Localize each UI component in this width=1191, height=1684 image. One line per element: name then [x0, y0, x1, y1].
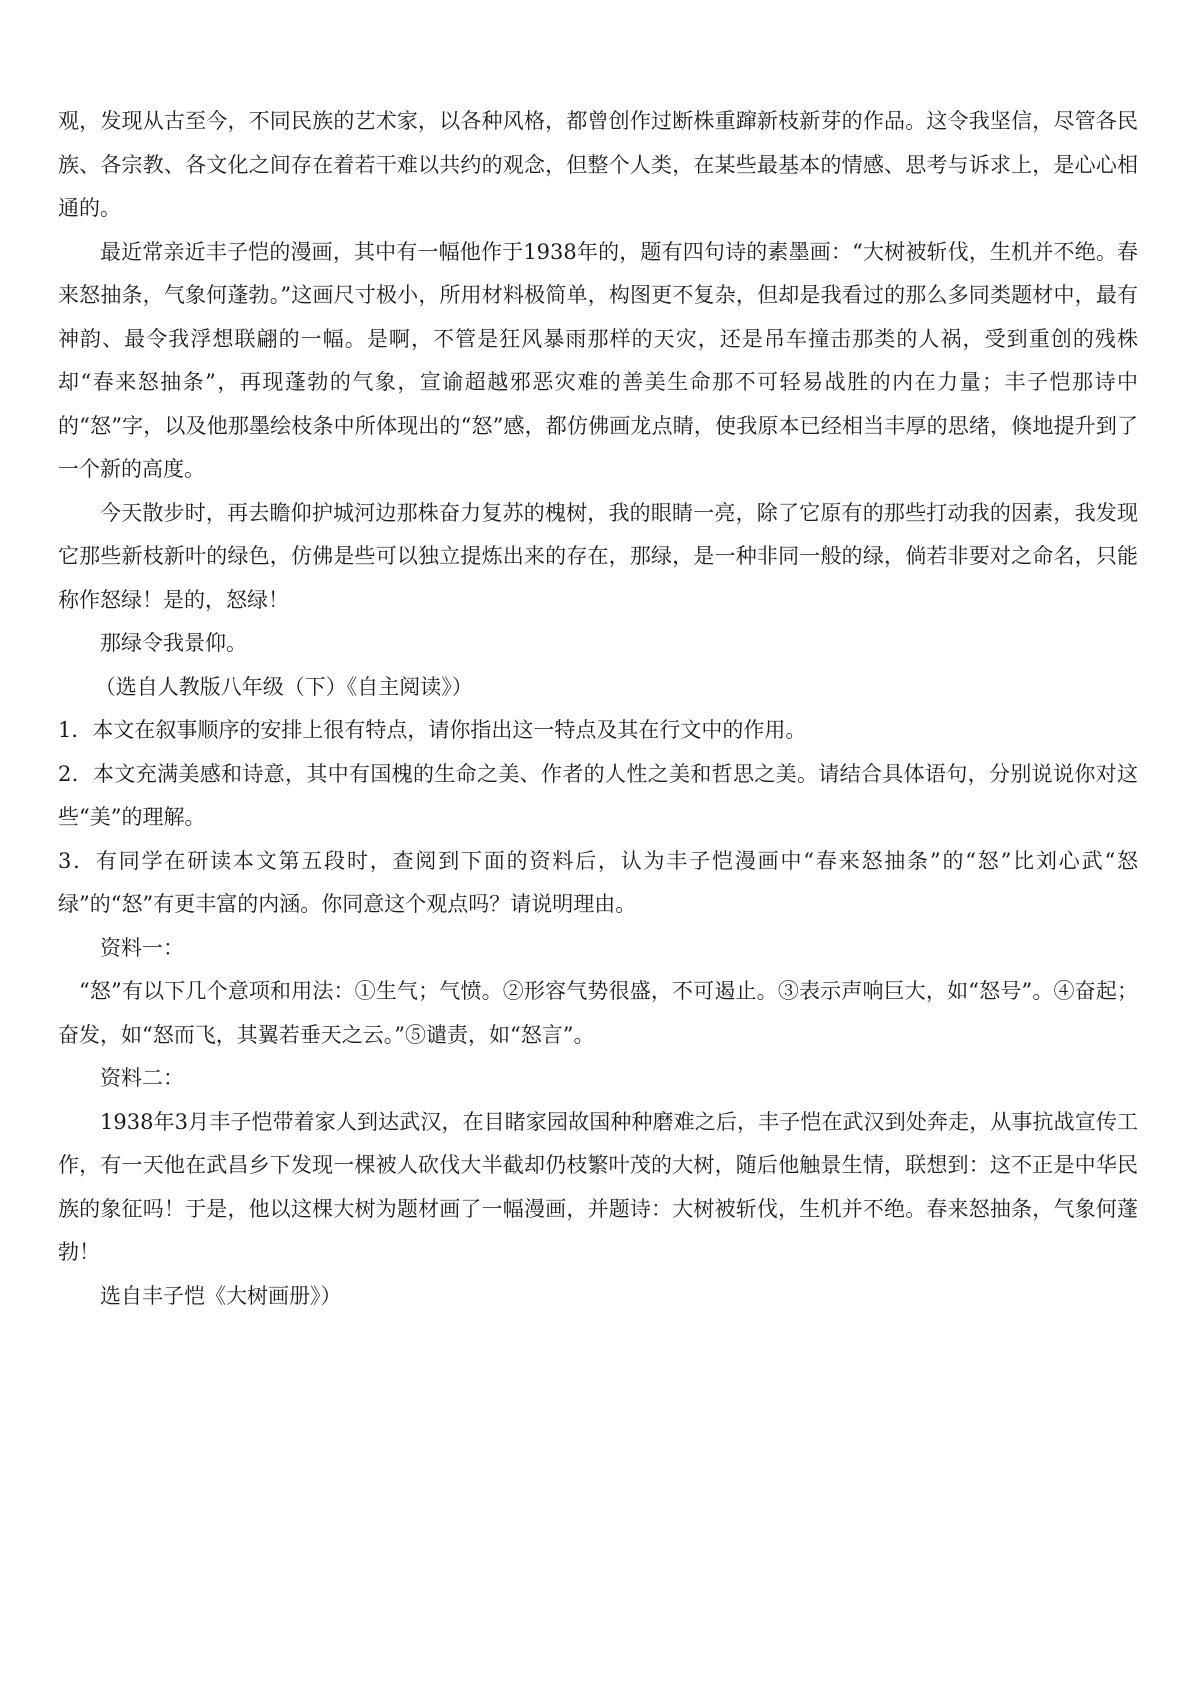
paragraph-walk-locust-tree: 今天散步时，再去瞻仰护城河边那株奋力复苏的槐树，我的眼睛一亮，除了它原有的那些打动我的因素，我发现它那些新枝新叶的绿色，仿佛是些可以独立提炼出来的存在，那绿，是一种非同一般的绿，倘若非要对之命名，只能称作怒绿！是的，怒绿！	[58, 500, 1138, 612]
material-1-heading: 资料一：	[100, 935, 184, 960]
question-2: 2．本文充满美感和诗意，其中有国槐的生命之美、作者的人性之美和哲思之美。请结合具体语句，分别说说你对这些“美”的理解。	[58, 761, 1138, 829]
document-page	[58, 100, 1138, 1318]
source-note: （选自人教版八年级（下）《自主阅读》）	[94, 674, 473, 699]
paragraph-admiration: 那绿令我景仰。	[100, 631, 247, 655]
question-1: 1．本文在叙事顺序的安排上很有特点，请你指出这一特点及其在行文中的作用。	[58, 718, 807, 742]
material-2-heading: 资料二：	[100, 1066, 184, 1090]
question-3: 3．有同学在研读本文第五段时，查阅到下面的资料后，认为丰子恺漫画中“春来怒抽条”的“怒”比刘心武“怒绿”的“怒”有更丰富的内涵。你同意这个观点吗？请说明理由。	[58, 848, 1138, 916]
paragraph-feng-zikai-painting: 最近常亲近丰子恺的漫画，其中有一幅他作于1938年的，题有四句诗的素墨画：“大树被斩伐，生机并不绝。春来怒抽条，气象何蓬勃。”这画尺寸极小，所用材料极简单，构图更不复杂，但却是我看过的那么多同类题材中，最有神韵、最令我浮想联翩的一幅。是啊，不管是狂风暴雨那样的天灾，还是吊车撞击那类的人祸，受到重创的残株却“春来怒抽条”，再现蓬勃的气象，宣谕超越邪恶灾难的善美生命那不可轻易战胜的内在力量；丰子恺那诗中的“怒”字，以及他那墨绘枝条中所体现出的“怒”感，都仿佛画龙点睛，使我原本已经相当丰厚的思绪，倏地提升到了一个新的高度。	[58, 239, 1138, 481]
material-1-content: “怒”有以下几个意项和用法：①生气；气愤。②形容气势很盛，不可遏止。③表示声响巨大，如“怒号”。④奋起；奋发，如“怒而飞，其翼若垂天之云。”⑤谴责，如“怒言”。	[58, 979, 1138, 1047]
paragraph-continuation: 观，发现从古至今，不同民族的艺术家，以各种风格，都曾创作过断株重蹿新枝新芽的作品。这令我坚信，尽管各民族、各宗教、各文化之间存在着若干难以共约的观念，但整个人类，在某些最基本的情感、思考与诉求上，是心心相通的。	[58, 109, 1138, 220]
material-2-source: 选自丰子恺《大树画册》）	[100, 1283, 342, 1308]
material-2-content: 1938年3月丰子恺带着家人到达武汉，在目睹家园故国种种磨难之后，丰子恺在武汉到处奔走，从事抗战宣传工作，有一天他在武昌乡下发现一棵被人砍伐大半截却仍枝繁叶茂的大树，随后他触景生情，联想到：这不正是中华民族的象征吗！于是，他以这棵大树为题材画了一幅漫画，并题诗：大树被斩伐，生机并不绝。春来怒抽条，气象何蓬勃！	[58, 1109, 1138, 1264]
